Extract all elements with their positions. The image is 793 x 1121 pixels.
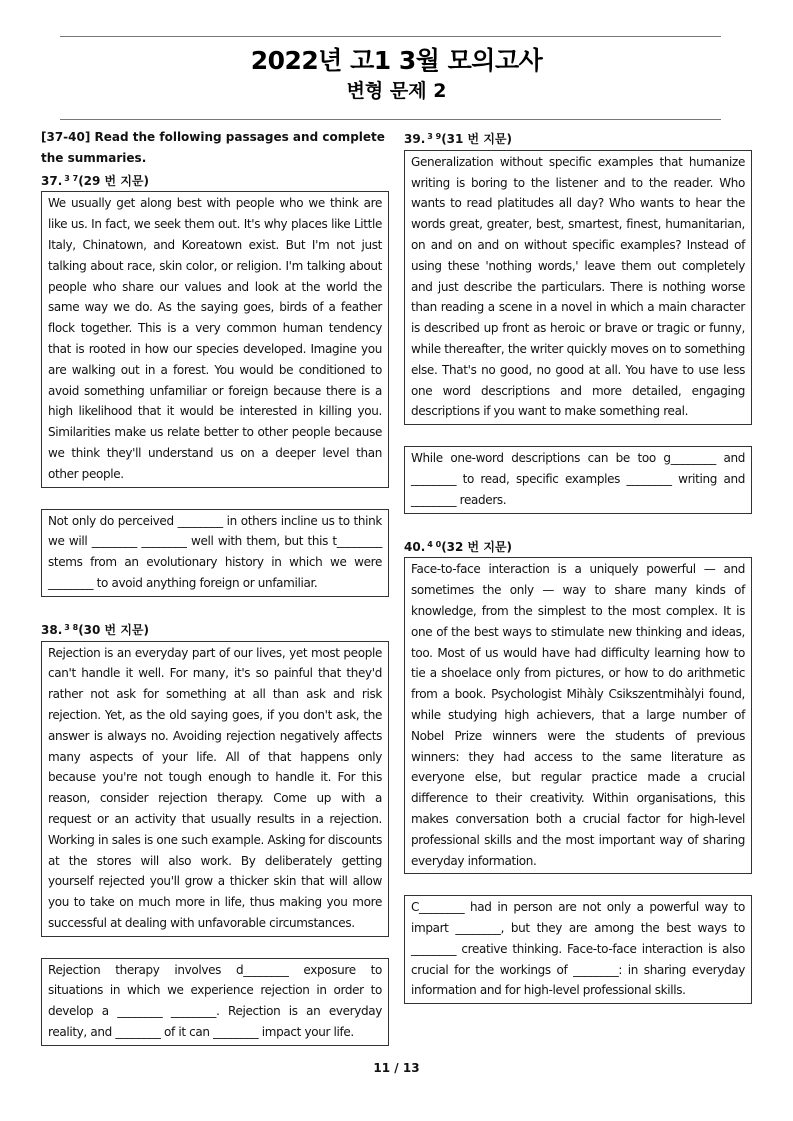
- question-39-summary: While one-word descriptions can be too g________ and ________ to read, specific examples ________ writing and ________ readers.: [404, 446, 752, 513]
- question-39-passage: Generalization without specific examples that humanize writing is boring to the listener and to the reader. Who wants to read platitudes all day? Who wants to hear the words great, greater, best, smartest, finest, humanitarian, on and on and on without specific examples? Instead of using these 'nothing words,' leave them out completely and just describe the particulars. There is nothing worse than reading a scene in a novel in which a main character is described up front as heroic or brave or tragic or funny, while thereafter, the writer quickly moves on to something else. That's no good, no good at all. You have to use less one word descriptions and more detailed, engaging descriptions if you want to make something real.: [404, 150, 752, 425]
- question-40-number: 40.: [404, 539, 426, 554]
- question-37-source: (29 번 지문): [78, 173, 149, 188]
- spacer: [404, 514, 752, 535]
- question-37-sup: 3 7: [64, 173, 79, 183]
- question-38-summary: Rejection therapy involves d________ exposure to situations in which we experience rejection in order to develop a ________ ________. Rejection is an everyday reality, and ________ of it can ________ impact your life.: [41, 958, 389, 1046]
- page-title: 2022년 고1 3월 모의고사: [250, 46, 543, 75]
- question-38-number: 38.: [41, 622, 63, 637]
- question-39-number: 39.: [404, 132, 426, 146]
- question-39-source: (31 번 지문): [441, 132, 512, 146]
- header-top-rule: [60, 36, 721, 37]
- spacer: [41, 597, 389, 618]
- left-column: [41, 127, 389, 1046]
- spacer: [404, 874, 752, 895]
- instructions: [37-40] Read the following passages and complete the summaries.: [41, 130, 385, 165]
- question-37-summary: Not only do perceived ________ in others incline us to think we will ________ ________ well with them, but this t________ stems from an evolutionary history in which we were ________ to avoid anything foreign or unfamiliar.: [41, 509, 389, 597]
- question-40-heading: [404, 535, 752, 558]
- question-37-passage: We usually get along best with people who we think are like us. In fact, we seek them out. It's why places like Little Italy, Chinatown, and Koreatown exist. But I'm not just talking about race, skin color, or religion. I'm talking about people who share our values and look at the world the same way we do. As the saying goes, birds of a feather flock together. This is a very common human tendency that is rooted in how our species developed. Imagine you are walking out in a forest. You would be conditioned to avoid something unfamiliar or foreign because there is a high likelihood that it would be interested in killing you. Similarities make us relate better to other people because we think they'll understand us on a deeper level than other people.: [41, 191, 389, 487]
- question-40-sup: 4 0: [427, 539, 442, 549]
- spacer: [404, 425, 752, 446]
- question-40-passage: Face-to-face interaction is a uniquely powerful — and sometimes the only — way to share many kinds of knowledge, from the simplest to the most complex. It is one of the best ways to stimulate new thinking and ideas, too. Most of us would have had difficulty learning how to tie a shoelace only from pictures, or how to do arithmetic from a book. Psychologist Mihàly Csikszentmihàlyi found, while studying high achievers, that a large number of Nobel Prize winners were the students of previous winners: they had access to the same literature as everyone else, but regular practice made a crucial difference to their creativity. Within organisations, this makes conversation both a crucial factor for high-level professional skills and the most important way of sharing everyday information.: [404, 557, 752, 874]
- page-subtitle: 변형 문제 2: [346, 80, 447, 102]
- question-37-number: 37.: [41, 173, 63, 188]
- header-bottom-rule: [60, 119, 721, 120]
- question-39-sup: 3 9: [427, 132, 442, 141]
- question-37-heading: [41, 169, 389, 192]
- spacer: [41, 937, 389, 958]
- right-column: [404, 127, 752, 1004]
- question-40-summary: C________ had in person are not only a powerful way to impart ________, but they are among the best ways to ________ creative thinking. Face-to-face interaction is also crucial for the workings of ________: in sharing everyday information and for high-level professional skills.: [404, 895, 752, 1004]
- page-number: 11 / 13: [373, 1061, 420, 1075]
- question-38-heading: [41, 618, 389, 641]
- spacer: [41, 488, 389, 509]
- question-38-passage: Rejection is an everyday part of our lives, yet most people can't handle it well. For many, it's so painful that they'd rather not ask for something at all than ask and risk rejection. Yet, as the old saying goes, if you don't ask, the answer is always no. Avoiding rejection negatively affects many aspects of your life. All of that happens only because you're not tough enough to handle it. For this reason, consider rejection therapy. Come up with a request or an activity that usually results in a rejection. Working in sales is one such example. Asking for discounts at the stores will also work. By deliberately getting yourself rejected you'll grow a thicker skin that will allow you to take on much more in life, thus making you more successful at dealing with unfavorable circumstances.: [41, 641, 389, 937]
- question-38-source: (30 번 지문): [78, 622, 149, 637]
- question-40-source: (32 번 지문): [441, 539, 512, 554]
- question-38-sup: 3 8: [64, 622, 79, 632]
- question-39-heading: [404, 127, 752, 150]
